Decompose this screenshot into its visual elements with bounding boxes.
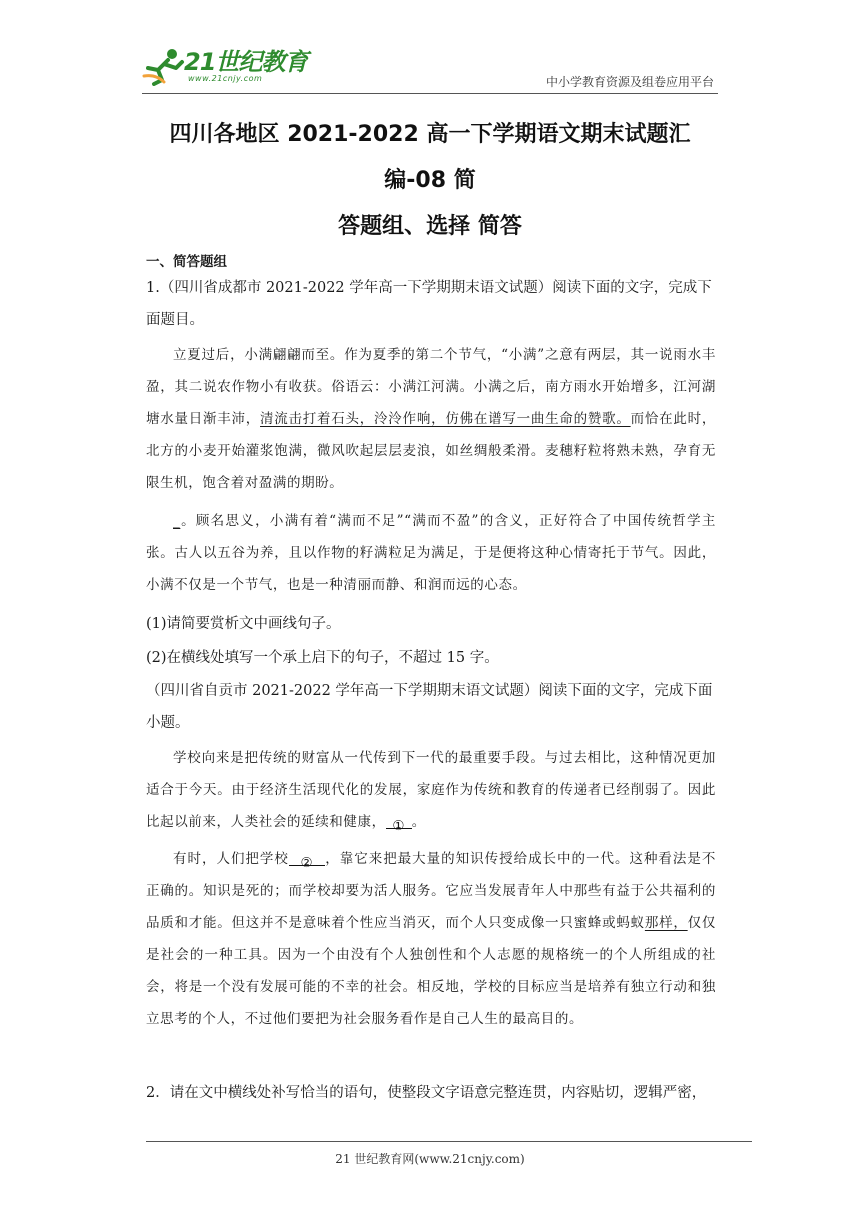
passage-text: 有时，人们把学校 xyxy=(173,851,289,867)
question-2-passage-paragraph-2 xyxy=(146,843,716,1035)
passage-text: 而恰在此时，北方的小麦开始灌浆饱满，微风吹起层层麦浪，如丝绸般柔滑。麦穗籽粒将熟未熟，孕育无限生机，饱含着对盈满的期盼。 xyxy=(146,411,716,491)
passage-text: 立夏过后，小满翩翩而至。作为夏季的第二个节气，“小满”之意有两层，其一说雨水丰盈，其二说农作物小有收获。俗语云：小满江河满。小满之后，南方雨水开始增多，江河湖塘水量日渐丰沛， xyxy=(146,347,716,427)
blank-2: ② xyxy=(289,847,325,866)
question-1-sub-1: (1)请简要赏析文中画线句子。 xyxy=(146,616,341,632)
question-1-intro xyxy=(146,272,716,336)
question-2-passage-paragraph-1 xyxy=(146,742,716,838)
footer-text: 21 世纪教育网(www.21cnjy.com) xyxy=(335,1152,525,1166)
footer-divider xyxy=(146,1141,752,1142)
question-1-passage-paragraph-1 xyxy=(146,339,716,499)
question-1-sub-2: (2)在横线处填写一个承上启下的句子，不超过 15 字。 xyxy=(146,650,499,666)
question-2-passage-intro xyxy=(146,675,716,739)
question-1-intro-line-2: 面题目。 xyxy=(146,312,204,328)
runner-logo-icon xyxy=(142,46,186,86)
blank-1: ① xyxy=(386,810,412,829)
section-heading: 一、简答题组 xyxy=(146,254,227,270)
passage-text: 。顾名思义，小满有着“满而不足”“满而不盈”的含义，正好符合了中国传统哲学主张。古人以五谷为养，且以作物的籽满粒足为满足，于是便将这种心情寄托于节气。因此，小满不仅是一个节气，也是一种清丽而静、和润而远的心态。 xyxy=(146,513,716,593)
logo-url: www.21cnjy.com xyxy=(188,74,263,83)
underlined-sentence: 清流击打着石头，泠泠作响，仿佛在谱写一曲生命的赞歌。 xyxy=(260,411,631,427)
page-header xyxy=(0,0,860,100)
title-line-1: 四川各地区 2021-2022 高一下学期语文期末试题汇编-08 简 xyxy=(169,122,691,193)
passage-intro-line-1: （四川省自贡市 2021-2022 学年高一下学期期末语文试题）阅读下面的文字，完成下面 xyxy=(146,683,713,699)
platform-name: 中小学教育资源及组卷应用平台 xyxy=(545,75,714,89)
underlined-phrase: 那样， xyxy=(644,915,688,931)
title-line-2: 答题组、选择 简答 xyxy=(338,214,522,239)
question-2-prompt: 2．请在文中横线处补写恰当的语句，使整段文字语意完整连贯，内容贴切，逻辑严密， xyxy=(146,1085,707,1101)
logo-text: 21世纪教育 xyxy=(184,48,308,76)
question-1-intro-line-1: 1.（四川省成都市 2021-2022 学年高一下学期期末语文试题）阅读下面的文字，完成下 xyxy=(146,280,712,296)
document-title xyxy=(140,112,720,250)
passage-text: ，靠它来把最大量的知识传授给成长中的一代。这种看法是不正确的。知识是死的；而学校却要为活人服务。它应当发展青年人中那些有益于公共福利的品质和才能。但这并不是意味着个性应当消灭，而个人只变成像一只蜜蜂或蚂蚁 xyxy=(146,851,716,931)
header-divider xyxy=(142,93,718,94)
logo xyxy=(142,40,312,92)
passage-text: 学校向来是把传统的财富从一代传到下一代的最重要手段。与过去相比，这种情况更加适合于今天。由于经济生活现代化的发展，家庭作为传统和教育的传递者已经削弱了。因此比起以前来，人类社会的延续和健康， xyxy=(146,750,716,830)
passage-text: 仅仅是社会的一种工具。因为一个由没有个人独创性和个人志愿的规格统一的个人所组成的社会，将是一个没有发展可能的不幸的社会。相反地，学校的目标应当是培养有独立行动和独立思考的个人，不过他们要把为社会服务看作是自己人生的最高目的。 xyxy=(146,915,716,1027)
fill-blank: _ xyxy=(173,513,181,529)
passage-text: 。 xyxy=(411,814,426,830)
question-1-passage-paragraph-2 xyxy=(146,505,716,601)
passage-intro-line-2: 小题。 xyxy=(146,715,190,731)
